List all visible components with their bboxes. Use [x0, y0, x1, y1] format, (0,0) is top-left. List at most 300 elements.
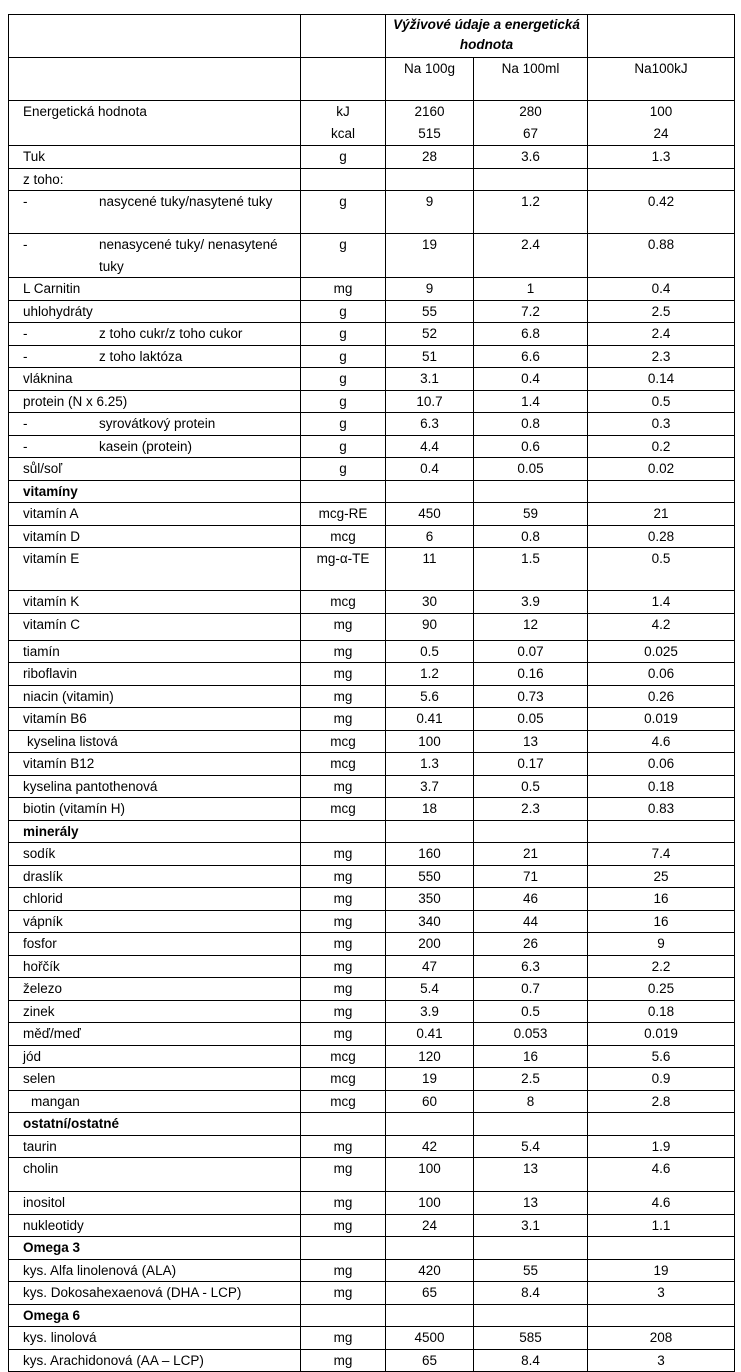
value-100g-cell: 19: [386, 1068, 474, 1091]
value-100g-cell: 47: [386, 955, 474, 978]
nutrient-name-cell: [9, 640, 301, 663]
table-row: [9, 146, 735, 169]
section-label: ostatní/ostatné: [23, 1116, 120, 1131]
nutrient-label: fosfor: [23, 936, 57, 951]
value-100g-cell: 200: [386, 933, 474, 956]
nutrient-label: kys. Arachidonová (AA – LCP): [23, 1352, 204, 1368]
nutrient-label: vitamín D: [23, 528, 81, 544]
nutrient-name-cell: [9, 1045, 301, 1068]
nutrient-label: L Carnitin: [23, 281, 81, 296]
table-row: [9, 435, 735, 458]
value-100kj-cell: [588, 1113, 735, 1136]
table-row: [9, 413, 735, 436]
value-100kj-cell: 0.5: [588, 548, 735, 591]
value-100kj-cell: 25: [588, 865, 735, 888]
table-row: [9, 1068, 735, 1091]
nutrient-name-cell: [9, 843, 301, 866]
nutrient-name-cell: [9, 1282, 301, 1305]
unit-cell: [301, 820, 386, 843]
value-100ml-cell: 21: [474, 843, 588, 866]
list-dash: -: [23, 194, 28, 209]
nutrient-name-cell: [9, 480, 301, 503]
section-header-row: [9, 1113, 735, 1136]
unit-cell: mg: [301, 888, 386, 911]
value-100ml-cell: [474, 1304, 588, 1327]
value-100kj-cell: 0.2: [588, 435, 735, 458]
value-100kj-cell: [588, 480, 735, 503]
value-100ml-cell: 12: [474, 613, 588, 640]
column-header-100g: Na 100g: [386, 58, 474, 101]
value-100kj-cell: 0.14: [588, 368, 735, 391]
unit-cell: mg: [301, 1135, 386, 1158]
nutrient-name-cell: [9, 685, 301, 708]
value-100ml-cell: 44: [474, 910, 588, 933]
unit-cell: mg: [301, 685, 386, 708]
value-100g-cell: 3.1: [386, 368, 474, 391]
nutrient-name-cell: [9, 1237, 301, 1260]
value-100g-cell: [386, 820, 474, 843]
unit-cell: mcg: [301, 1068, 386, 1091]
nutrient-label: vitamín A: [23, 506, 79, 521]
value-100g-cell: 420: [386, 1259, 474, 1282]
nutrient-label: vitamín B12: [23, 756, 95, 771]
value-100g-cell: 55: [386, 300, 474, 323]
nutrient-label: vápník: [23, 913, 63, 929]
table-row: [9, 1135, 735, 1158]
table-row: [9, 640, 735, 663]
value-100g-cell: 120: [386, 1045, 474, 1068]
value-100g-cell: 100: [386, 730, 474, 753]
nutrient-label: kys. Alfa linolenová (ALA): [23, 1262, 177, 1278]
value-100kj-cell: [588, 820, 735, 843]
list-dash: -: [23, 416, 28, 431]
nutrient-name-cell: [9, 458, 301, 481]
nutrient-label: mangan: [31, 1093, 80, 1109]
value-100kj-cell: 16: [588, 910, 735, 933]
unit-cell: mg: [301, 865, 386, 888]
table-row: [9, 300, 735, 323]
value-100ml-cell: 46: [474, 888, 588, 911]
nutrient-name-cell: [9, 708, 301, 731]
value-100kj-cell: 0.28: [588, 525, 735, 548]
value-100kj-cell: 2.2: [588, 955, 735, 978]
table-row: [9, 503, 735, 526]
unit-cell: mg: [301, 1023, 386, 1046]
nutrient-label: Tuk: [23, 149, 46, 164]
value-100kj-cell: 0.02: [588, 458, 735, 481]
value-100g-cell: 11: [386, 548, 474, 591]
table-row: [9, 933, 735, 956]
nutrient-name-cell: [9, 1000, 301, 1023]
unit-cell: [301, 168, 386, 191]
table-row: [9, 753, 735, 776]
table-row: [9, 1090, 735, 1113]
value-100kj-cell: 0.25: [588, 978, 735, 1001]
value-100ml-cell: 1.2: [474, 191, 588, 234]
unit-cell: [301, 480, 386, 503]
column-header-row: [9, 58, 735, 101]
nutrient-name-cell: [9, 865, 301, 888]
nutrient-label: draslík: [23, 868, 63, 884]
table-row: [9, 955, 735, 978]
value-100ml-cell: 59: [474, 503, 588, 526]
list-dash: -: [23, 348, 28, 364]
nutrient-label: kyselina pantothenová: [23, 778, 158, 794]
table-row: [9, 1282, 735, 1305]
value-100kj-cell: 0.5: [588, 390, 735, 413]
table-row: [9, 685, 735, 708]
value-100g-cell: 65: [386, 1349, 474, 1372]
unit-cell: mg: [301, 640, 386, 663]
value-100ml-cell: 585: [474, 1327, 588, 1350]
value-100ml-cell: 5.4: [474, 1135, 588, 1158]
value-100kj-cell: 1.3: [588, 146, 735, 169]
unit-cell: mcg-RE: [301, 503, 386, 526]
value-100kj-cell: 0.06: [588, 753, 735, 776]
value-100ml-cell: 13: [474, 1192, 588, 1215]
value-100ml-cell: 8.4: [474, 1349, 588, 1372]
nutrient-name-cell: [9, 168, 301, 191]
value-100ml-cell: [474, 168, 588, 191]
table-row: [9, 1158, 735, 1192]
table-row: [9, 1192, 735, 1215]
value-100kj-cell: 0.83: [588, 798, 735, 821]
table-row: [9, 730, 735, 753]
nutrient-name-cell: [9, 888, 301, 911]
value-100g-cell: 42: [386, 1135, 474, 1158]
nutrient-name-cell: [9, 525, 301, 548]
table-row: [9, 1349, 735, 1372]
value-100ml-cell: 7.2: [474, 300, 588, 323]
value-100g-cell: [386, 1304, 474, 1327]
value-100g-cell: 1.2: [386, 663, 474, 686]
value-100g-cell: 0.41: [386, 1023, 474, 1046]
value-100kj-cell: 0.019: [588, 1023, 735, 1046]
value-100g-cell: 28: [386, 146, 474, 169]
value-100ml-cell: 3.9: [474, 591, 588, 614]
value-100kj-cell: 1.9: [588, 1135, 735, 1158]
table-row: [9, 613, 735, 640]
nutrient-label: syrovátkový protein: [99, 416, 216, 431]
value-100kj-cell: 2.8: [588, 1090, 735, 1113]
nutrient-name-cell: [9, 1135, 301, 1158]
nutrient-name-cell: [9, 910, 301, 933]
nutrient-name-cell: [9, 1113, 301, 1136]
value-100g-cell: 3.7: [386, 775, 474, 798]
unit-cell: g: [301, 146, 386, 169]
value-100kj-cell: 4.2: [588, 613, 735, 640]
value-100kj-cell: 3: [588, 1282, 735, 1305]
unit-cell: mcg: [301, 1045, 386, 1068]
nutrient-name-cell: [9, 191, 301, 234]
value-100ml-cell: 0.5: [474, 1000, 588, 1023]
nutrient-name-cell: [9, 1192, 301, 1215]
unit-cell: kJ kcal: [301, 101, 386, 146]
nutrient-label: inositol: [23, 1195, 66, 1210]
unit-cell: mg: [301, 775, 386, 798]
nutrient-label: kyselina listová: [27, 733, 118, 749]
value-100ml-cell: 8.4: [474, 1282, 588, 1305]
value-100kj-cell: 0.025: [588, 640, 735, 663]
unit-cell: mcg: [301, 591, 386, 614]
empty-cell: [301, 15, 386, 58]
table-row: [9, 1214, 735, 1237]
nutrient-name-cell: [9, 978, 301, 1001]
nutrient-name-cell: [9, 1349, 301, 1372]
unit-cell: [301, 1113, 386, 1136]
value-100kj-cell: 2.3: [588, 345, 735, 368]
nutrient-name-cell: [9, 798, 301, 821]
value-100ml-cell: 26: [474, 933, 588, 956]
value-100g-cell: 1.3: [386, 753, 474, 776]
value-100ml-cell: 0.17: [474, 753, 588, 776]
list-dash: -: [23, 326, 28, 341]
unit-cell: mcg: [301, 1090, 386, 1113]
nutrient-name-cell: [9, 775, 301, 798]
nutrient-name-cell: [9, 820, 301, 843]
value-100g-cell: 30: [386, 591, 474, 614]
nutrient-label: zinek: [23, 1003, 55, 1019]
nutrient-label: biotin (vitamín H): [23, 801, 126, 816]
nutrient-name-cell: [9, 1304, 301, 1327]
value-100ml-cell: 3.6: [474, 146, 588, 169]
table-row: [9, 101, 735, 146]
unit-cell: mg: [301, 955, 386, 978]
nutrient-label: železo: [23, 981, 63, 996]
nutrient-label: z toho:: [23, 171, 64, 187]
value-100ml-cell: 0.16: [474, 663, 588, 686]
value-100g-cell: 51: [386, 345, 474, 368]
nutrient-name-cell: [9, 413, 301, 436]
value-100kj-cell: 1.1: [588, 1214, 735, 1237]
value-100ml-cell: 0.5: [474, 775, 588, 798]
empty-cell: [9, 58, 301, 101]
value-100kj-cell: 2.4: [588, 323, 735, 346]
value-100kj-cell: 7.4: [588, 843, 735, 866]
value-100ml-cell: 13: [474, 1158, 588, 1192]
value-100g-cell: 0.41: [386, 708, 474, 731]
value-100ml-cell: [474, 820, 588, 843]
nutrient-name-cell: [9, 503, 301, 526]
nutrient-name-cell: [9, 1068, 301, 1091]
empty-cell: [588, 15, 735, 58]
table-row: [9, 278, 735, 301]
unit-cell: mg-α-TE: [301, 548, 386, 591]
table-row: [9, 1000, 735, 1023]
value-100g-cell: 60: [386, 1090, 474, 1113]
value-100ml-cell: [474, 480, 588, 503]
value-100ml-cell: 2.3: [474, 798, 588, 821]
value-100g-cell: 6.3: [386, 413, 474, 436]
value-100g-cell: [386, 1237, 474, 1260]
unit-cell: mcg: [301, 798, 386, 821]
nutrient-label: hořčík: [23, 958, 60, 974]
table-row: [9, 1023, 735, 1046]
value-100kj-cell: 9: [588, 933, 735, 956]
nutrient-name-cell: [9, 1327, 301, 1350]
value-100g-cell: 340: [386, 910, 474, 933]
nutrient-name-cell: [9, 613, 301, 640]
value-100ml-cell: [474, 1237, 588, 1260]
section-header-row: [9, 1237, 735, 1260]
value-100ml-cell: 0.8: [474, 413, 588, 436]
value-100g-cell: 19: [386, 234, 474, 278]
table-row: [9, 548, 735, 591]
nutrient-label: vitamín E: [23, 551, 80, 566]
unit-cell: mg: [301, 1327, 386, 1350]
value-100kj-cell: 4.6: [588, 1158, 735, 1192]
value-100g-cell: 4.4: [386, 435, 474, 458]
value-100ml-cell: 0.05: [474, 708, 588, 731]
table-row: [9, 888, 735, 911]
nutrient-name-cell: [9, 933, 301, 956]
section-label: Omega 3: [23, 1240, 81, 1255]
unit-cell: mg: [301, 1000, 386, 1023]
value-100g-cell: 24: [386, 1214, 474, 1237]
nutrient-label: kys. linolová: [23, 1330, 97, 1345]
unit-cell: mcg: [301, 730, 386, 753]
column-header-100ml: Na 100ml: [474, 58, 588, 101]
nutrient-label: tiamín: [23, 643, 60, 659]
value-100g-cell: 100: [386, 1158, 474, 1192]
table-title: Výživové údaje a energetická hodnota: [386, 15, 588, 58]
nutrient-name-cell: [9, 1090, 301, 1113]
nutrient-name-cell: [9, 730, 301, 753]
nutrient-label: jód: [23, 1048, 42, 1064]
nutrient-label: z toho cukr/z toho cukor: [99, 326, 243, 341]
unit-cell: mcg: [301, 753, 386, 776]
value-100kj-cell: 5.6: [588, 1045, 735, 1068]
value-100ml-cell: 6.6: [474, 345, 588, 368]
list-dash: -: [23, 438, 28, 454]
nutrient-label: uhlohydráty: [23, 303, 93, 319]
value-100kj-cell: 0.06: [588, 663, 735, 686]
value-100kj-cell: [588, 168, 735, 191]
value-100kj-cell: [588, 1237, 735, 1260]
value-100ml-cell: 2.4: [474, 234, 588, 278]
table-row: [9, 798, 735, 821]
value-100ml-cell: 0.053: [474, 1023, 588, 1046]
table-row: [9, 234, 735, 278]
value-100kj-cell: 1.4: [588, 591, 735, 614]
value-100g-cell: 100: [386, 1192, 474, 1215]
empty-cell: [9, 15, 301, 58]
value-100ml-cell: 0.07: [474, 640, 588, 663]
nutrient-label: Energetická hodnota: [23, 104, 147, 119]
section-header-row: [9, 1304, 735, 1327]
nutrient-label: vitamín B6: [23, 711, 87, 726]
value-100ml-cell: 0.4: [474, 368, 588, 391]
nutrient-name-cell: [9, 300, 301, 323]
nutrition-table: [8, 14, 735, 1372]
value-100ml-cell: 6.8: [474, 323, 588, 346]
value-100ml-cell: 2.5: [474, 1068, 588, 1091]
value-100g-cell: 10.7: [386, 390, 474, 413]
nutrient-label: nenasycené tuky/ nenasytené tuky: [99, 237, 278, 274]
nutrient-name-cell: [9, 955, 301, 978]
unit-cell: mg: [301, 1282, 386, 1305]
nutrient-name-cell: [9, 278, 301, 301]
unit-cell: g: [301, 323, 386, 346]
value-100ml-cell: 71: [474, 865, 588, 888]
unit-cell: mg: [301, 613, 386, 640]
nutrient-label: kasein (protein): [99, 438, 193, 454]
value-100kj-cell: 21: [588, 503, 735, 526]
unit-cell: g: [301, 413, 386, 436]
nutrient-name-cell: [9, 234, 301, 278]
value-100g-cell: [386, 168, 474, 191]
value-100ml-cell: 0.73: [474, 685, 588, 708]
empty-cell: [301, 58, 386, 101]
value-100kj-cell: 0.019: [588, 708, 735, 731]
table-row: [9, 663, 735, 686]
value-100ml-cell: 1.4: [474, 390, 588, 413]
nutrient-name-cell: [9, 1158, 301, 1192]
value-100kj-cell: 0.3: [588, 413, 735, 436]
value-100kj-cell: 0.18: [588, 775, 735, 798]
section-header-row: [9, 820, 735, 843]
table-row: [9, 591, 735, 614]
value-100g-cell: 90: [386, 613, 474, 640]
unit-cell: g: [301, 368, 386, 391]
table-row: [9, 525, 735, 548]
nutrient-name-cell: [9, 663, 301, 686]
unit-cell: g: [301, 390, 386, 413]
unit-cell: mg: [301, 1349, 386, 1372]
value-100ml-cell: 3.1: [474, 1214, 588, 1237]
table-row: [9, 1045, 735, 1068]
value-100g-cell: 550: [386, 865, 474, 888]
nutrient-label: riboflavin: [23, 666, 78, 681]
value-100g-cell: 9: [386, 278, 474, 301]
nutrient-name-cell: [9, 1259, 301, 1282]
nutrient-label: nukleotidy: [23, 1217, 84, 1233]
table-row: [9, 390, 735, 413]
value-100g-cell: [386, 480, 474, 503]
value-100ml-cell: 0.05: [474, 458, 588, 481]
value-100kj-cell: 208: [588, 1327, 735, 1350]
nutrient-name-cell: [9, 753, 301, 776]
nutrient-label: z toho laktóza: [99, 348, 183, 364]
table-row: [9, 191, 735, 234]
value-100g-cell: 160: [386, 843, 474, 866]
value-100g-cell: [386, 1113, 474, 1136]
value-100kj-cell: 0.88: [588, 234, 735, 278]
value-100g-cell: 18: [386, 798, 474, 821]
nutrient-name-cell: [9, 146, 301, 169]
value-100ml-cell: [474, 1113, 588, 1136]
value-100ml-cell: 55: [474, 1259, 588, 1282]
value-100g-cell: 4500: [386, 1327, 474, 1350]
list-dash: -: [23, 237, 28, 252]
value-100g-cell: 65: [386, 1282, 474, 1305]
nutrient-label: taurin: [23, 1138, 57, 1154]
value-100ml-cell: 1: [474, 278, 588, 301]
value-100ml-cell: 0.7: [474, 978, 588, 1001]
table-row: [9, 345, 735, 368]
nutrient-label: vitamín K: [23, 594, 80, 609]
nutrient-label: kys. Dokosahexaenová (DHA - LCP): [23, 1285, 242, 1300]
nutrient-label: nasycené tuky/nasytené tuky: [99, 194, 273, 209]
value-100kj-cell: 0.26: [588, 685, 735, 708]
column-header-100kj: Na100kJ: [588, 58, 735, 101]
value-100kj-cell: 19: [588, 1259, 735, 1282]
value-100ml-cell: 0.8: [474, 525, 588, 548]
table-row: [9, 368, 735, 391]
nutrient-label: vitamín C: [23, 616, 81, 632]
unit-cell: mg: [301, 843, 386, 866]
value-100g-cell: 6: [386, 525, 474, 548]
